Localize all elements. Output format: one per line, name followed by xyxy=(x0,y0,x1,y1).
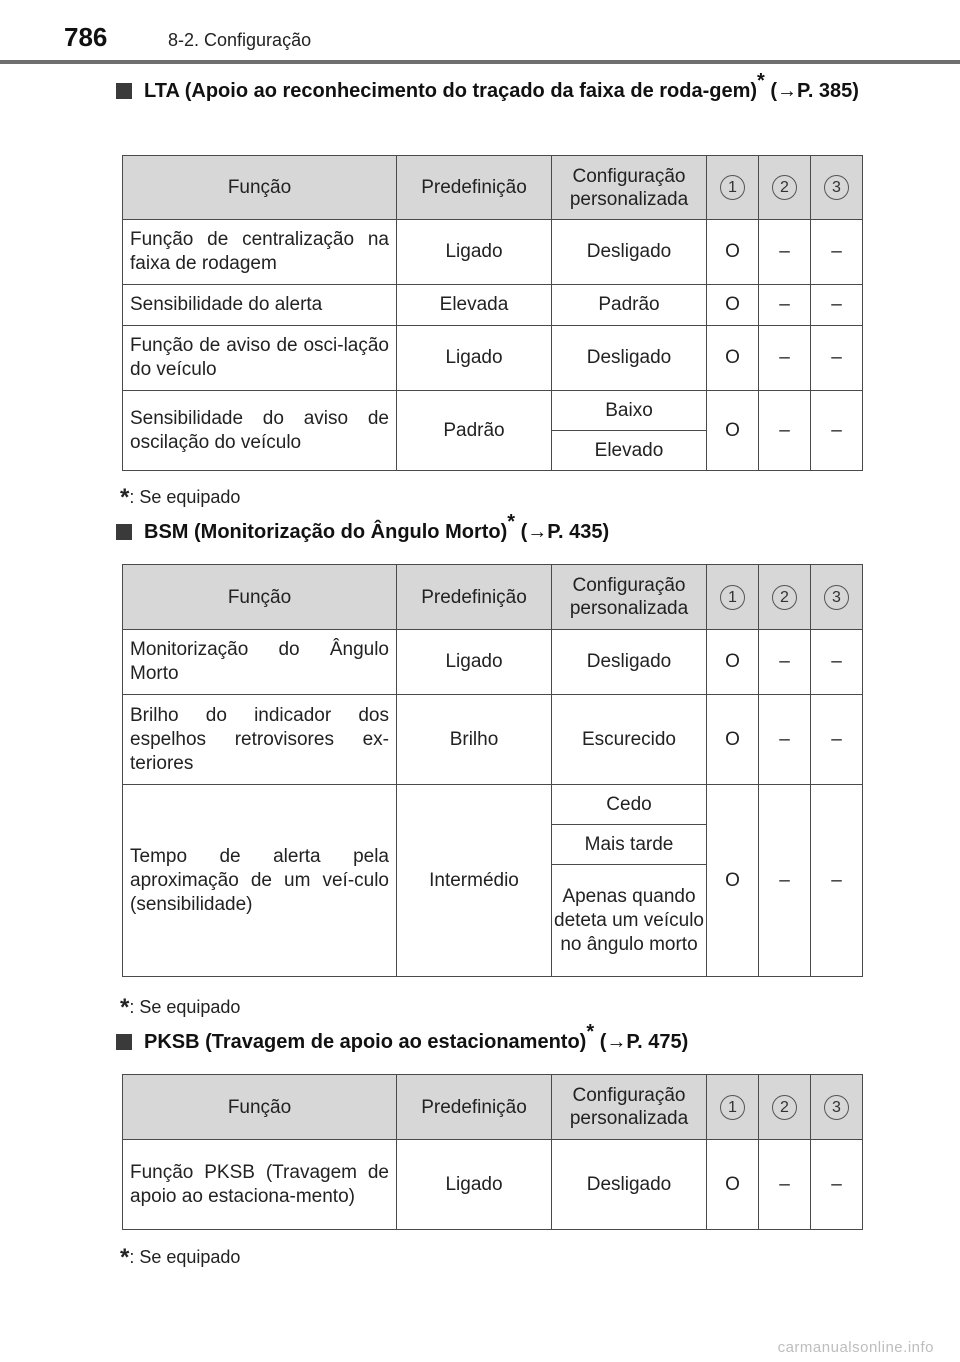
col-header-3 xyxy=(811,565,863,630)
circled-3-icon: 3 xyxy=(824,175,849,200)
cell-funcao: Tempo de alerta pela aproximação de um veí-culo (sensibilidade) xyxy=(123,785,397,977)
circled-1-icon: 1 xyxy=(720,175,745,200)
pksb-page-ref: (→P. 475) xyxy=(594,1031,689,1053)
square-bullet-icon xyxy=(116,524,132,540)
circled-2-icon: 2 xyxy=(772,1095,797,1120)
table-row xyxy=(123,391,863,431)
cell-2: – xyxy=(759,785,811,977)
cell-configuracao: Desligado xyxy=(552,630,707,695)
cell-predefinicao: Ligado xyxy=(397,1140,552,1230)
cell-2: – xyxy=(759,695,811,785)
col-header-funcao: Função xyxy=(123,1075,397,1140)
lta-footnote xyxy=(120,482,240,510)
table-header-row xyxy=(123,1075,863,1140)
lta-heading-text: LTA (Apoio ao reconhecimento do traçado da faixa de roda-gem) xyxy=(144,80,758,102)
cell-predefinicao: Intermédio xyxy=(397,785,552,977)
table-row xyxy=(123,326,863,391)
cell-funcao: Função de aviso de osci-lação do veículo xyxy=(123,326,397,391)
cell-1: O xyxy=(707,1140,759,1230)
col-header-predefinicao: Predefinição xyxy=(397,156,552,220)
cell-1: O xyxy=(707,220,759,285)
cell-3: – xyxy=(811,326,863,391)
cell-1: O xyxy=(707,630,759,695)
col-header-funcao: Função xyxy=(123,565,397,630)
circled-3-icon: 3 xyxy=(824,585,849,610)
cell-configuracao: Mais tarde xyxy=(552,825,707,865)
cell-1: O xyxy=(707,326,759,391)
cell-configuracao: Desligado xyxy=(552,326,707,391)
circled-2-icon: 2 xyxy=(772,585,797,610)
cell-funcao: Brilho do indicador dos espelhos retrovisores ex-teriores xyxy=(123,695,397,785)
col-header-configuracao: Configuração personalizada xyxy=(552,565,707,630)
cell-2: – xyxy=(759,630,811,695)
table-row xyxy=(123,220,863,285)
cell-configuracao: Baixo xyxy=(552,391,707,431)
pksb-footnote xyxy=(120,1242,240,1270)
circled-3-icon: 3 xyxy=(824,1095,849,1120)
bsm-heading xyxy=(116,511,861,547)
table-header-row xyxy=(123,565,863,630)
footnote-asterisk: * xyxy=(120,994,130,1021)
cell-funcao: Função PKSB (Travagem de apoio ao estaciona-mento) xyxy=(123,1140,397,1230)
cell-3: – xyxy=(811,630,863,695)
cell-predefinicao: Elevada xyxy=(397,285,552,326)
cell-predefinicao: Ligado xyxy=(397,326,552,391)
pksb-heading-text: PKSB (Travagem de apoio ao estacionamento) xyxy=(144,1031,587,1053)
col-header-2 xyxy=(759,565,811,630)
cell-1: O xyxy=(707,285,759,326)
footnote-asterisk: * xyxy=(120,1244,130,1271)
cell-configuracao: Apenas quando deteta um veículo no ângulo morto xyxy=(552,865,707,977)
bsm-footnote xyxy=(120,992,240,1020)
col-header-configuracao: Configuração personalizada xyxy=(552,156,707,220)
cell-funcao: Função de centralização na faixa de rodagem xyxy=(123,220,397,285)
col-header-1 xyxy=(707,156,759,220)
cell-2: – xyxy=(759,285,811,326)
col-header-2 xyxy=(759,1075,811,1140)
square-bullet-icon xyxy=(116,1034,132,1050)
lta-table xyxy=(122,155,863,471)
lta-heading xyxy=(116,70,861,106)
cell-configuracao: Desligado xyxy=(552,220,707,285)
watermark: carmanualsonline.info xyxy=(777,1339,934,1356)
cell-funcao: Sensibilidade do aviso de oscilação do veículo xyxy=(123,391,397,471)
pksb-asterisk: * xyxy=(586,1021,595,1044)
cell-2: – xyxy=(759,220,811,285)
col-header-3 xyxy=(811,1075,863,1140)
cell-3: – xyxy=(811,1140,863,1230)
lta-asterisk: * xyxy=(757,70,765,93)
col-header-1 xyxy=(707,1075,759,1140)
cell-1: O xyxy=(707,391,759,471)
lta-page-ref: (→P. 385) xyxy=(764,80,859,102)
bsm-page-ref: (→P. 435) xyxy=(515,521,610,543)
col-header-predefinicao: Predefinição xyxy=(397,1075,552,1140)
cell-configuracao: Escurecido xyxy=(552,695,707,785)
table-row xyxy=(123,285,863,326)
table-row xyxy=(123,695,863,785)
cell-configuracao: Desligado xyxy=(552,1140,707,1230)
bsm-asterisk: * xyxy=(507,511,516,534)
table-row xyxy=(123,785,863,825)
header-rule xyxy=(0,60,960,64)
circled-2-icon: 2 xyxy=(772,175,797,200)
cell-3: – xyxy=(811,695,863,785)
pksb-heading xyxy=(116,1021,861,1057)
circled-1-icon: 1 xyxy=(720,1095,745,1120)
cell-configuracao: Elevado xyxy=(552,431,707,471)
cell-3: – xyxy=(811,220,863,285)
col-header-3 xyxy=(811,156,863,220)
cell-configuracao: Cedo xyxy=(552,785,707,825)
pksb-table xyxy=(122,1074,863,1230)
cell-2: – xyxy=(759,391,811,471)
cell-configuracao: Padrão xyxy=(552,285,707,326)
cell-3: – xyxy=(811,391,863,471)
col-header-predefinicao: Predefinição xyxy=(397,565,552,630)
table-header-row xyxy=(123,156,863,220)
table-row xyxy=(123,1140,863,1230)
section-label: 8-2. Configuração xyxy=(168,30,312,50)
cell-predefinicao: Ligado xyxy=(397,630,552,695)
table-row xyxy=(123,630,863,695)
footnote-text: : Se equipado xyxy=(129,1247,241,1267)
col-header-configuracao: Configuração personalizada xyxy=(552,1075,707,1140)
page-header xyxy=(0,0,960,66)
col-header-1 xyxy=(707,565,759,630)
cell-funcao: Sensibilidade do alerta xyxy=(123,285,397,326)
footnote-text: : Se equipado xyxy=(129,997,241,1017)
footnote-text: : Se equipado xyxy=(129,487,241,507)
cell-1: O xyxy=(707,785,759,977)
bsm-heading-text: BSM (Monitorização do Ângulo Morto) xyxy=(144,521,508,543)
bsm-table xyxy=(122,564,863,977)
page-number: 786 xyxy=(64,22,108,52)
square-bullet-icon xyxy=(116,83,132,99)
cell-predefinicao: Brilho xyxy=(397,695,552,785)
cell-3: – xyxy=(811,785,863,977)
cell-funcao: Monitorização do Ângulo Morto xyxy=(123,630,397,695)
cell-3: – xyxy=(811,285,863,326)
col-header-funcao: Função xyxy=(123,156,397,220)
circled-1-icon: 1 xyxy=(720,585,745,610)
cell-2: – xyxy=(759,326,811,391)
cell-2: – xyxy=(759,1140,811,1230)
footnote-asterisk: * xyxy=(120,484,130,511)
col-header-2 xyxy=(759,156,811,220)
cell-1: O xyxy=(707,695,759,785)
cell-predefinicao: Padrão xyxy=(397,391,552,471)
cell-predefinicao: Ligado xyxy=(397,220,552,285)
